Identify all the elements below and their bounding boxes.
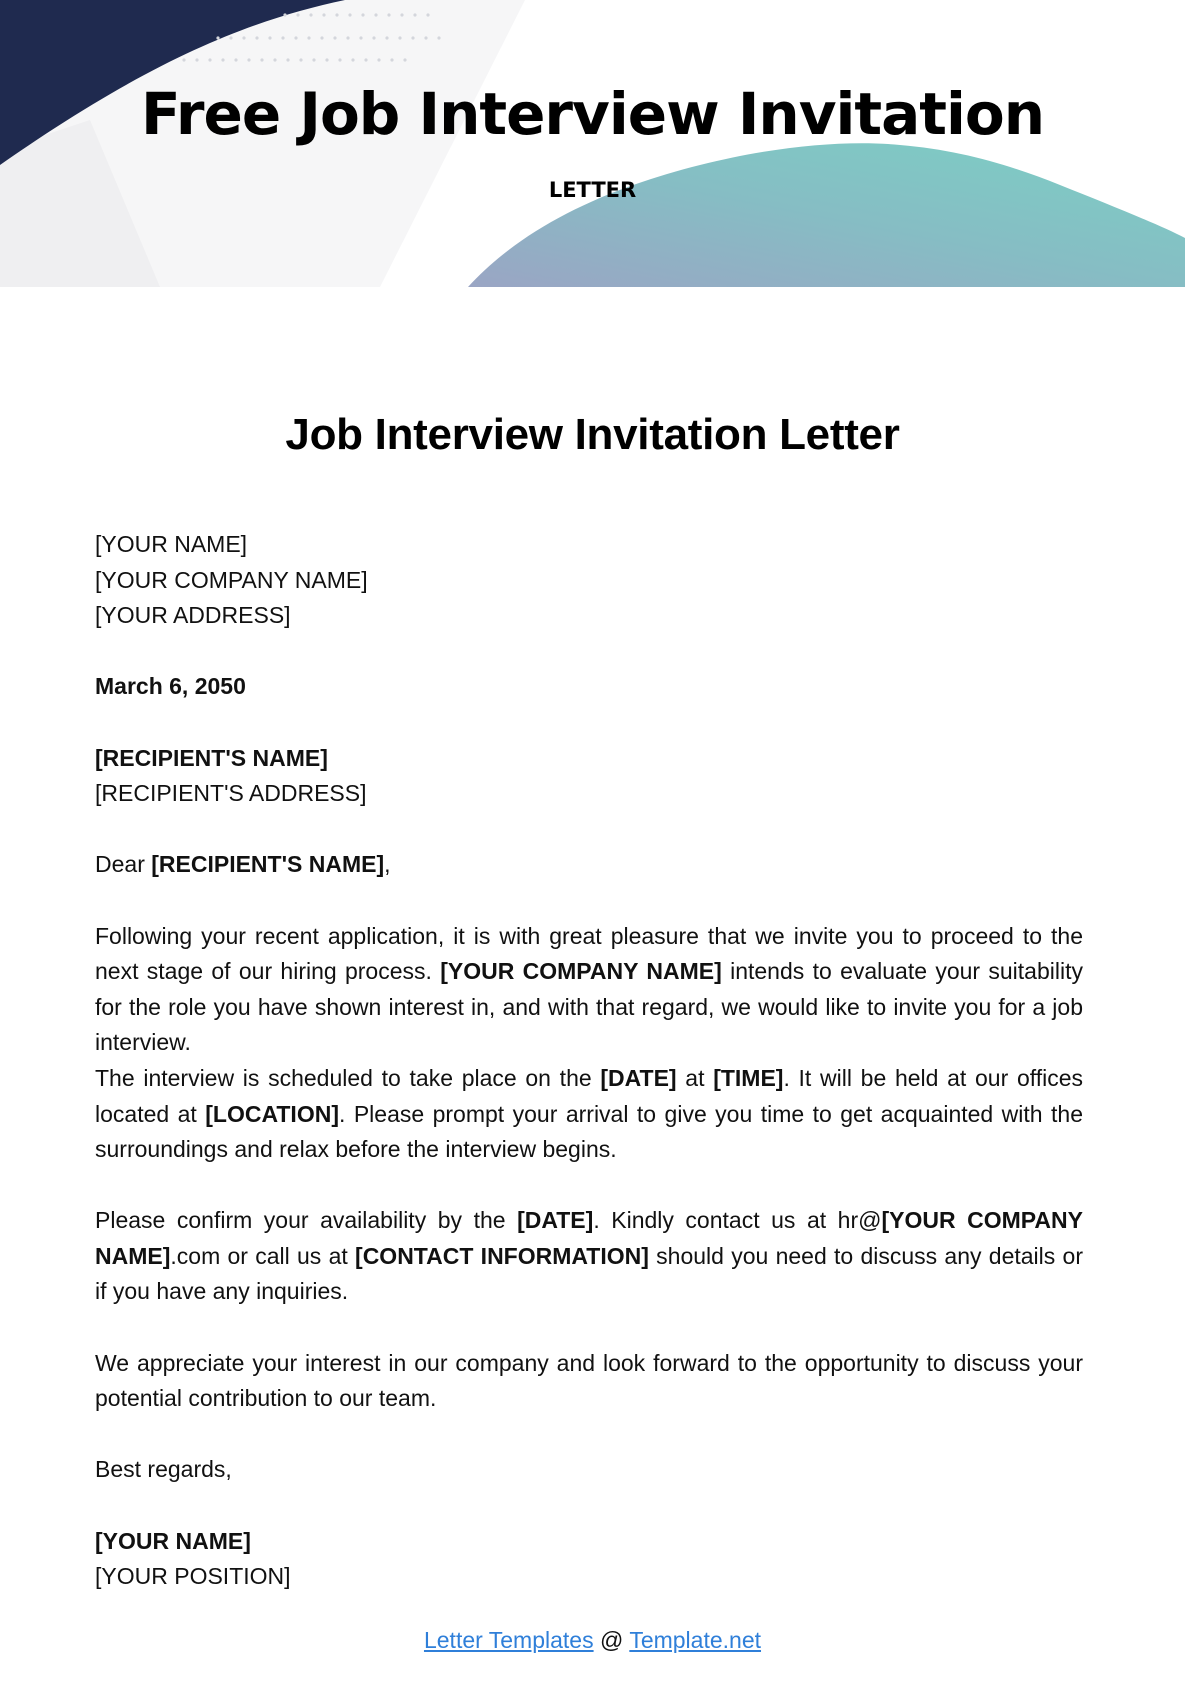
closing: Best regards, <box>95 1456 232 1483</box>
recipient-address: [RECIPIENT'S ADDRESS] <box>95 780 367 807</box>
salutation-name: [RECIPIENT'S NAME] <box>151 851 385 878</box>
template-net-link[interactable]: Template.net <box>629 1627 762 1653</box>
paragraph-invitation: Following your recent application, it is with great pleasure that we invite you to proceed to the next stage of our hiring process. [YOUR COMPANY NAME] intends to evaluate your suitability for the role you have shown interest in, and with that regard, we would like to invite you for a job interview. <box>95 922 1083 1056</box>
footer-separator: @ <box>593 1627 630 1653</box>
header-subtitle: LETTER <box>548 178 637 202</box>
salutation-prefix: Dear <box>95 851 152 878</box>
signature-name: [YOUR NAME] <box>95 1527 251 1554</box>
document-title: Job Interview Invitation Letter <box>285 410 900 459</box>
sender-name: [YOUR NAME] <box>95 531 248 557</box>
salutation <box>95 847 1083 883</box>
letter-body <box>95 527 1083 1595</box>
header-title: Free Job Interview Invitation <box>140 80 1045 148</box>
sender-address: [YOUR ADDRESS] <box>95 602 291 629</box>
header-banner <box>0 0 1200 287</box>
signature-position: [YOUR POSITION] <box>95 1563 291 1590</box>
footer-credits <box>0 1627 1185 1654</box>
recipient-name: [RECIPIENT'S NAME] <box>95 744 328 771</box>
paragraph-confirm: Please confirm your availability by the [DATE]. Kindly contact us at hr@[YOUR COMPANY NAME].com or call us at [CONTACT INFORMATION] should you need to discuss any details or if you have any inquiries. <box>95 1207 1083 1305</box>
sender-company: [YOUR COMPANY NAME] <box>95 566 368 593</box>
salutation-suffix: , <box>384 851 391 878</box>
paragraph-appreciation: We appreciate your interest in our company and look forward to the opportunity to discuss your potential contribution to our team. <box>95 1349 1083 1412</box>
letter-templates-link[interactable]: Letter Templates <box>423 1627 594 1653</box>
paragraph-schedule: The interview is scheduled to take place on the [DATE] at [TIME]. It will be held at our offices located at [LOCATION]. Please prompt your arrival to give you time to get acquainted with the surroundings and relax before the interview begins. <box>95 1064 1084 1163</box>
letter-date: March 6, 2050 <box>95 673 246 700</box>
